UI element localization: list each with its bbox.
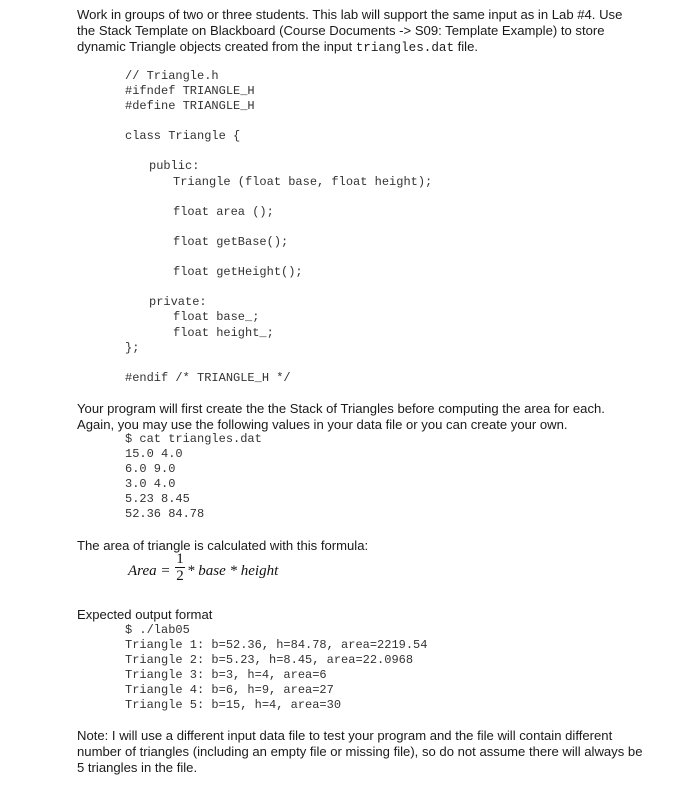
- formula-lhs: Area =: [128, 563, 171, 579]
- program-line-1: Your program will first create the the Stack of Triangles before computing the area for each.: [77, 401, 605, 416]
- intro-line-1: Work in groups of two or three students. This lab will support the same input as in Lab #4. Use: [77, 7, 623, 22]
- code-line: float area ();: [173, 205, 274, 219]
- output-line: $ ./lab05: [125, 623, 190, 637]
- input-filename: triangles.dat: [355, 41, 454, 55]
- code-line: public:: [149, 159, 200, 173]
- code-line: float getHeight();: [173, 265, 303, 279]
- data-line: 5.23 8.45: [125, 492, 190, 506]
- code-line: float base_;: [173, 310, 260, 324]
- code-line: class Triangle {: [125, 129, 241, 143]
- formula-fraction: [175, 552, 185, 583]
- code-line: private:: [149, 295, 207, 309]
- code-line: // Triangle.h: [125, 69, 219, 83]
- intro-paragraph: [77, 7, 667, 56]
- note-line-2: number of triangles (including an empty file or missing file), so do not assume there will always be: [77, 744, 643, 759]
- note-line-3: 5 triangles in the file.: [77, 760, 198, 775]
- code-line: };: [125, 341, 140, 355]
- formula-intro: [77, 538, 667, 554]
- data-line: 15.0 4.0: [125, 447, 183, 461]
- fraction-denominator: 2: [176, 568, 184, 584]
- note-paragraph: [77, 728, 667, 776]
- intro-line-3-text: dynamic Triangle objects created from the input: [77, 39, 356, 54]
- program-paragraph: [77, 401, 667, 433]
- code-line: float height_;: [173, 326, 274, 340]
- code-line: #endif /* TRIANGLE_H */: [125, 371, 291, 385]
- output-label: [77, 607, 667, 623]
- formula-intro-text: The area of triangle is calculated with this formula:: [77, 538, 369, 553]
- program-line-2: Again, you may use the following values in your data file or you can create your own.: [77, 417, 568, 432]
- note-line-1: Note: I will use a different input data file to test your program and the file will contain different: [77, 728, 613, 743]
- output-line: Triangle 4: b=6, h=9, area=27: [125, 683, 334, 697]
- output-label-text: Expected output format: [77, 607, 213, 622]
- output-line: Triangle 2: b=5.23, h=8.45, area=22.0968: [125, 653, 414, 667]
- data-line: $ cat triangles.dat: [125, 432, 262, 446]
- intro-line-3: [77, 39, 667, 56]
- intro-line-3-end: file.: [454, 39, 479, 54]
- formula-rhs: * base * height: [187, 563, 279, 579]
- output-line: Triangle 1: b=52.36, h=84.78, area=2219.54: [125, 638, 428, 652]
- code-line: #define TRIANGLE_H: [125, 99, 255, 113]
- code-line: #ifndef TRIANGLE_H: [125, 84, 255, 98]
- fraction-numerator: 1: [176, 551, 184, 567]
- data-line: 52.36 84.78: [125, 507, 205, 521]
- code-line: float getBase();: [173, 235, 289, 249]
- intro-line-2: the Stack Template on Blackboard (Course Documents -> S09: Template Example) to store: [77, 23, 605, 38]
- data-line: 3.0 4.0: [125, 477, 176, 491]
- output-line: Triangle 5: b=15, h=4, area=30: [125, 698, 342, 712]
- output-line: Triangle 3: b=3, h=4, area=6: [125, 668, 327, 682]
- data-line: 6.0 9.0: [125, 462, 176, 476]
- code-line: Triangle (float base, float height);: [173, 175, 433, 189]
